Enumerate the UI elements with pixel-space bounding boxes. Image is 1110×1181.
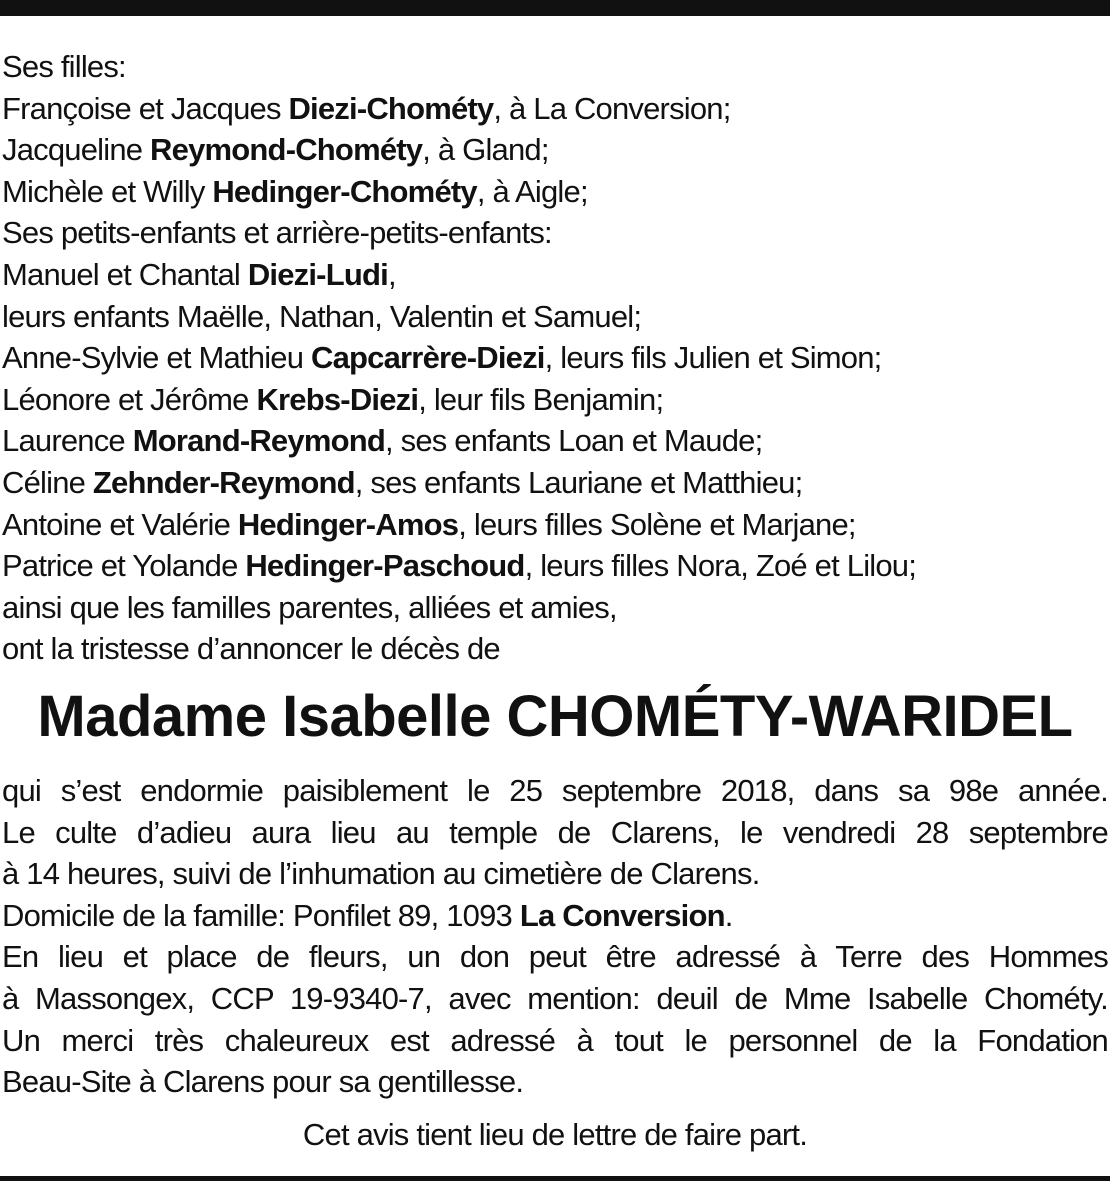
top-border-rule [0, 0, 1110, 16]
line-text: Anne-Sylvie et Mathieu [2, 340, 311, 376]
body-line [2, 978, 1108, 1020]
line-text: ont la tristesse d’annoncer le décès de [2, 631, 500, 667]
line-text: Céline [2, 464, 93, 500]
family-line [2, 212, 1108, 254]
family-name-bold: Zehnder-Reymond [92, 464, 355, 500]
line-text: Françoise et Jacques [2, 90, 289, 126]
body-line [2, 936, 1108, 978]
line-text: Ses filles: [2, 49, 126, 84]
line-text: à Massongex, CCP 19-9340-7, avec mention: deuil de Mme Isabelle Chométy. [2, 980, 1108, 1016]
line-text: Le culte d’adieu aura lieu au temple de Clarens, le vendredi 28 septembre [2, 814, 1108, 850]
family-line [2, 46, 1108, 88]
closing-note: Cet avis tient lieu de lettre de faire part. [302, 1117, 808, 1152]
line-text: leurs enfants Maëlle, Nathan, Valentin et Samuel; [2, 298, 642, 334]
family-list [2, 46, 1108, 670]
line-text: , [387, 256, 396, 292]
family-line [2, 88, 1108, 130]
family-name-bold: Krebs-Diezi [256, 381, 419, 417]
line-text: , ses enfants Loan et Maude; [385, 423, 763, 459]
family-line [2, 462, 1108, 504]
line-text: , leur fils Benjamin; [418, 381, 664, 417]
family-line [2, 296, 1108, 338]
deceased-name: Madame Isabelle CHOMÉTY-WARIDEL [37, 684, 1073, 749]
line-text: Manuel et Chantal [2, 256, 248, 292]
line-text: , leurs filles Nora, Zoé et Lilou; [524, 548, 917, 584]
line-text: , leurs fils Julien et Simon; [544, 340, 882, 376]
line-text: Un merci très chaleureux est adressé à tout le personnel de la Fondation [2, 1022, 1108, 1058]
line-text: ainsi que les familles parentes, alliées et amies, [2, 589, 617, 625]
family-name-bold: Diezi-Ludi [247, 256, 388, 292]
line-text: Domicile de la famille: Ponfilet 89, 1093 [2, 897, 520, 933]
body-line [2, 895, 1108, 937]
family-line [2, 254, 1108, 296]
bottom-border-rule [0, 1176, 1110, 1181]
family-line [2, 504, 1108, 546]
family-name-bold: Hedinger-Paschoud [245, 548, 525, 584]
line-text: à 14 heures, suivi de l’inhumation au cimetière de Clarens. [2, 856, 760, 892]
body-line [2, 812, 1108, 854]
body-line [2, 1020, 1108, 1062]
line-text: , à Gland; [422, 132, 549, 168]
line-text: En lieu et place de fleurs, un don peut être adressé à Terre des Hommes [2, 939, 1108, 975]
family-name-bold: La Conversion [519, 897, 725, 933]
line-text: Beau-Site à Clarens pour sa gentillesse. [2, 1064, 524, 1100]
body-line [2, 853, 1108, 895]
family-line [2, 545, 1108, 587]
family-line [2, 171, 1108, 213]
body-line [2, 770, 1108, 812]
family-name-bold: Hedinger-Chométy [212, 173, 477, 209]
line-text: , ses enfants Lauriane et Matthieu; [354, 464, 803, 500]
line-text: , leurs filles Solène et Marjane; [458, 506, 856, 542]
family-name-bold: Capcarrère-Diezi [311, 340, 545, 376]
family-line [2, 337, 1108, 379]
family-line [2, 379, 1108, 421]
line-text: . [724, 897, 733, 933]
family-line [2, 420, 1108, 462]
family-name-bold: Hedinger-Amos [237, 506, 459, 542]
family-line [2, 129, 1108, 171]
line-text: Michèle et Willy [2, 173, 213, 209]
line-text: Jacqueline [2, 132, 151, 168]
family-name-bold: Diezi-Chométy [288, 90, 494, 126]
line-text: Patrice et Yolande [2, 548, 246, 584]
family-line [2, 587, 1108, 629]
body-line [2, 1061, 1108, 1103]
announcement-body [2, 770, 1108, 1103]
line-text: Léonore et Jérôme [2, 381, 257, 417]
family-line [2, 628, 1108, 670]
line-text: qui s’est endormie paisiblement le 25 septembre 2018, dans sa 98e année. [2, 773, 1108, 808]
line-text: , à La Conversion; [493, 90, 731, 126]
line-text: , à Aigle; [476, 173, 588, 209]
line-text: Antoine et Valérie [2, 506, 238, 542]
line-text: Ses petits-enfants et arrière-petits-enfants: [2, 215, 552, 251]
line-text: Laurence [2, 423, 133, 459]
family-name-bold: Morand-Reymond [132, 423, 385, 459]
family-name-bold: Reymond-Chométy [150, 132, 423, 168]
